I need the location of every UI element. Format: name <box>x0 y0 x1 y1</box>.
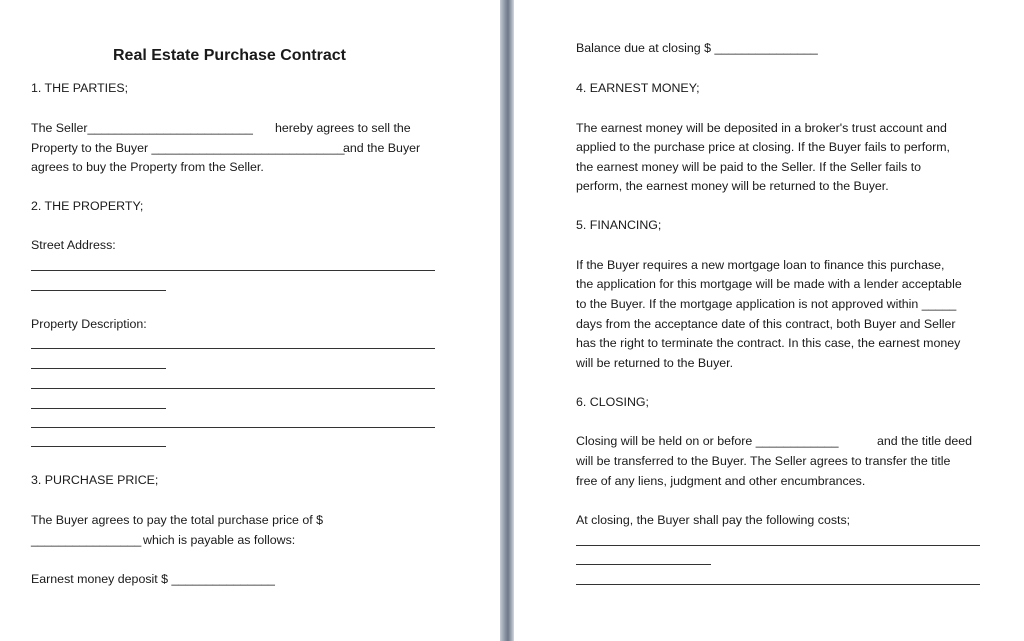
description-line <box>31 348 435 349</box>
description-line-short <box>31 368 166 369</box>
closing-costs-line-short <box>576 564 711 565</box>
parties-heading: 1. THE PARTIES; <box>31 81 129 95</box>
left-page <box>0 0 500 641</box>
property-description-label: Property Description: <box>31 317 147 331</box>
street-address-line <box>31 270 435 271</box>
property-heading: 2. THE PROPERTY; <box>31 199 144 213</box>
price-line-2a: ________________ <box>31 533 142 547</box>
earnest-line-4: perform, the earnest money will be returned to the Buyer. <box>576 179 889 193</box>
earnest-line-3: the earnest money will be paid to the Seller. If the Seller fails to <box>576 160 922 174</box>
purchase-price-heading: 3. PURCHASE PRICE; <box>31 473 159 487</box>
parties-line-1b: hereby agrees to sell the <box>275 121 411 135</box>
financing-line-1: If the Buyer requires a new mortgage loan to finance this purchase, <box>576 258 945 272</box>
financing-line-3: to the Buyer. If the mortgage application is not approved within _____ <box>576 297 957 311</box>
page-divider <box>500 0 514 641</box>
description-line-short <box>31 408 166 409</box>
closing-line-1b: and the title deed <box>877 434 973 448</box>
description-line-short <box>31 446 166 447</box>
financing-line-6: will be returned to the Buyer. <box>576 356 734 370</box>
description-line <box>31 427 435 428</box>
document-title: Real Estate Purchase Contract <box>113 47 346 64</box>
street-address-line-short <box>31 290 166 291</box>
financing-line-4: days from the acceptance date of this contract, both Buyer and Seller <box>576 317 956 331</box>
financing-line-5: has the right to terminate the contract. In this case, the earnest money <box>576 336 961 350</box>
parties-line-2b: and the Buyer <box>343 141 421 155</box>
closing-line-1a: Closing will be held on or before ____________ <box>576 434 839 448</box>
parties-line-1a: The Seller________________________ <box>31 121 253 135</box>
closing-costs-line <box>576 584 980 585</box>
closing-costs-line <box>576 545 980 546</box>
parties-line-2a: Property to the Buyer ____________________________ <box>31 141 345 155</box>
earnest-money-heading: 4. EARNEST MONEY; <box>576 81 700 95</box>
street-address-label: Street Address: <box>31 238 116 252</box>
closing-line-3: free of any liens, judgment and other encumbrances. <box>576 474 866 488</box>
closing-heading: 6. CLOSING; <box>576 395 649 409</box>
earnest-line-1: The earnest money will be deposited in a broker's trust account and <box>576 121 947 135</box>
parties-line-3: agrees to buy the Property from the Seller. <box>31 160 264 174</box>
right-page <box>514 0 1024 641</box>
balance-due-line: Balance due at closing $ _______________ <box>576 41 818 55</box>
closing-costs-label: At closing, the Buyer shall pay the following costs; <box>576 513 851 527</box>
financing-line-2: the application for this mortgage will be made with a lender acceptable <box>576 277 962 291</box>
financing-heading: 5. FINANCING; <box>576 218 662 232</box>
earnest-line-2: applied to the purchase price at closing. If the Buyer fails to perform, <box>576 140 950 154</box>
closing-line-2: will be transferred to the Buyer. The Seller agrees to transfer the title <box>576 454 951 468</box>
price-line-2b: which is payable as follows: <box>143 533 296 547</box>
earnest-deposit-line: Earnest money deposit $ _______________ <box>31 572 275 586</box>
price-line-1: The Buyer agrees to pay the total purchase price of $ <box>31 513 324 527</box>
description-line <box>31 388 435 389</box>
